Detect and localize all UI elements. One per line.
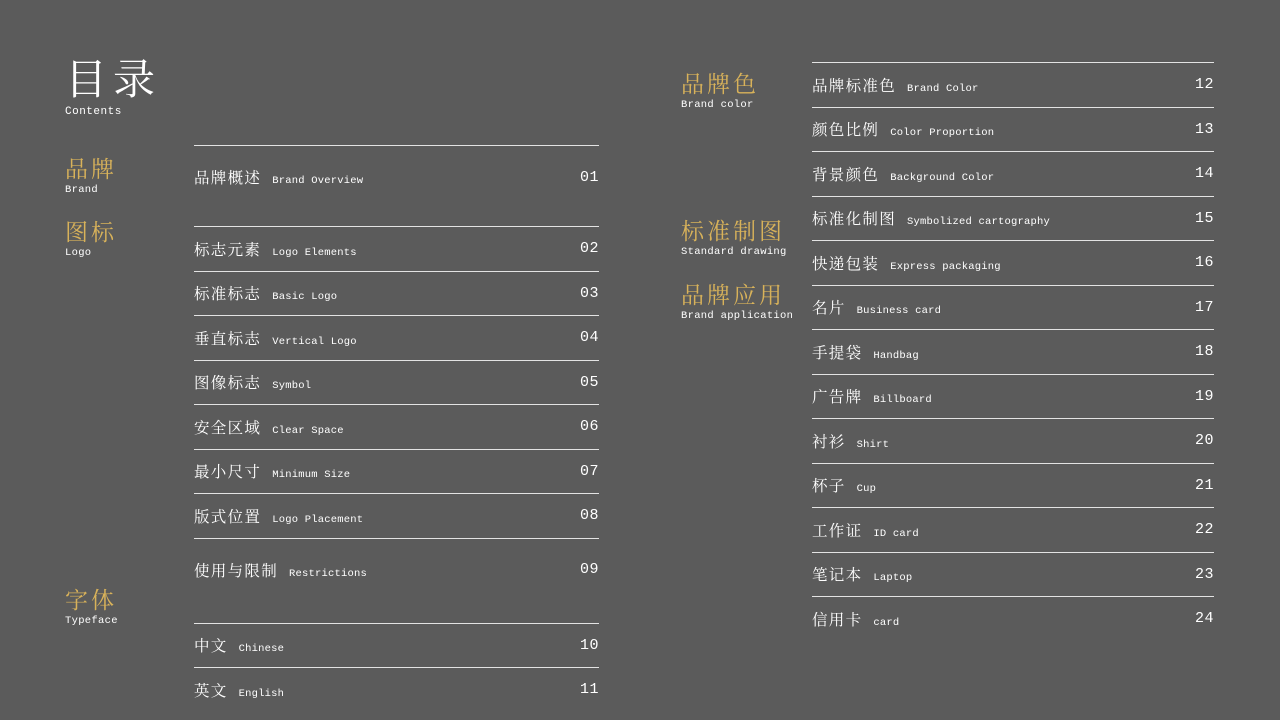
list-item-page-number: 23 (1194, 565, 1214, 583)
list-item-cn: 名片 (812, 300, 846, 318)
list-item-cn: 使用与限制 (194, 562, 279, 580)
list-item-en: Symbolized cartography (907, 216, 1051, 229)
list-item-en: Cup (856, 483, 877, 496)
list-item[interactable] (812, 374, 1214, 419)
list-item-labels (194, 505, 363, 527)
list-item-en: Logo Placement (272, 513, 364, 526)
list-item-cn: 品牌标准色 (812, 77, 897, 95)
list-item-labels (194, 327, 357, 349)
list-item-cn: 标志元素 (194, 241, 262, 259)
list-item[interactable] (194, 493, 599, 538)
section-label-typeface-en: Typeface (65, 615, 118, 627)
list-item-en: Brand Color (907, 82, 979, 95)
list-item[interactable] (812, 196, 1214, 241)
list-item-cn: 品牌概述 (194, 170, 262, 187)
list-item-page-number: 09 (579, 561, 599, 578)
section-label-brand-en: Brand (65, 184, 99, 196)
list-item-cn: 最小尺寸 (194, 464, 262, 482)
page-title (65, 58, 161, 118)
list-item[interactable] (812, 463, 1214, 508)
section-label-brand-cn: 品牌 (65, 157, 117, 182)
contents-group-logo (194, 226, 599, 601)
group-spacer (194, 601, 599, 623)
list-item-labels (194, 371, 311, 393)
contents-group-brand (194, 145, 599, 208)
list-item-cn: 版式位置 (194, 508, 262, 526)
list-item-cn: 快递包装 (812, 255, 880, 273)
list-item-page-number: 16 (1194, 254, 1214, 272)
list-item-labels (812, 385, 932, 407)
list-item-labels (812, 563, 912, 585)
list-item-en: card (873, 616, 900, 629)
list-item-labels (194, 416, 344, 438)
list-item-page-number: 14 (1194, 165, 1214, 183)
list-item[interactable] (812, 62, 1214, 107)
list-item-page-number: 04 (579, 329, 599, 347)
list-item-en: Brand Overview (272, 175, 364, 187)
list-item-page-number: 08 (579, 507, 599, 525)
list-item-page-number: 13 (1194, 120, 1214, 138)
list-item[interactable] (812, 418, 1214, 463)
section-label-logo (65, 220, 117, 259)
list-item-labels (812, 207, 1050, 229)
contents-group-brand-color (812, 62, 1214, 196)
list-item[interactable] (812, 285, 1214, 330)
list-item-labels (812, 74, 979, 96)
list-item-en: English (238, 687, 285, 700)
section-label-brand-color-en: Brand color (681, 99, 754, 111)
list-item-page-number: 11 (579, 681, 599, 699)
list-item-page-number: 12 (1194, 76, 1214, 94)
list-item-page-number: 10 (579, 636, 599, 654)
list-item-en: Logo Elements (272, 246, 357, 259)
list-item-en: Shirt (856, 438, 890, 451)
list-item-cn: 英文 (194, 682, 228, 700)
list-item-en: Chinese (238, 643, 285, 656)
list-item-cn: 笔记本 (812, 567, 863, 585)
list-item[interactable] (812, 151, 1214, 196)
list-item-labels (812, 519, 919, 541)
list-item-page-number: 18 (1194, 343, 1214, 361)
section-label-brand-application-cn: 品牌应用 (681, 283, 785, 308)
list-item-cn: 背景颜色 (812, 166, 880, 184)
list-item-page-number: 05 (579, 373, 599, 391)
list-item-cn: 垂直标志 (194, 330, 262, 348)
list-item-en: Restrictions (289, 567, 368, 580)
list-item-cn: 颜色比例 (812, 122, 880, 140)
list-item-labels (812, 430, 889, 452)
list-item-cn: 杯子 (812, 478, 846, 496)
page-title-cn: 目录 (65, 58, 162, 104)
list-item[interactable] (194, 449, 599, 494)
section-label-brand-application-en: Brand application (681, 310, 794, 322)
list-item-en: Billboard (873, 394, 932, 407)
list-item[interactable] (812, 329, 1214, 374)
list-item-labels (812, 252, 1001, 274)
list-item[interactable] (812, 596, 1214, 641)
list-item-labels (812, 163, 994, 185)
list-item-page-number: 17 (1194, 298, 1214, 316)
list-item[interactable] (812, 107, 1214, 152)
section-label-standard-drawing (681, 219, 787, 258)
list-item-page-number: 21 (1194, 476, 1214, 494)
contents-group-standard-drawing (812, 196, 1214, 241)
section-label-brand-color-cn: 品牌色 (681, 72, 759, 97)
list-item-cn: 手提袋 (812, 344, 863, 362)
list-item-page-number: 01 (579, 168, 599, 186)
list-item-cn: 图像标志 (194, 375, 262, 393)
list-item-page-number: 20 (1194, 432, 1214, 450)
list-item-cn: 工作证 (812, 522, 863, 540)
list-item-labels (812, 608, 899, 630)
list-item-labels (194, 282, 337, 304)
list-item[interactable] (194, 271, 599, 316)
list-item-en: ID card (873, 527, 919, 540)
list-item[interactable] (812, 240, 1214, 285)
section-label-typeface-cn: 字体 (65, 588, 117, 613)
list-item-en: Color Proportion (890, 127, 995, 140)
section-label-logo-en: Logo (65, 247, 92, 259)
page-title-en: Contents (65, 106, 122, 118)
list-item-page-number: 15 (1194, 209, 1214, 227)
list-item[interactable] (812, 507, 1214, 552)
section-label-brand-color (681, 72, 759, 111)
list-item-cn: 标准标志 (194, 286, 262, 304)
list-item-en: Business card (856, 305, 942, 318)
list-item-page-number: 19 (1194, 387, 1214, 405)
section-label-standard-drawing-en: Standard drawing (681, 246, 787, 258)
list-item[interactable] (194, 538, 599, 601)
list-item-en: Symbol (272, 380, 312, 393)
list-item[interactable] (194, 226, 599, 271)
list-item-en: Minimum Size (272, 469, 351, 482)
list-item[interactable] (812, 552, 1214, 597)
list-item-en: Clear Space (272, 424, 344, 437)
list-item-page-number: 06 (579, 418, 599, 436)
contents-column-right (812, 62, 1214, 641)
list-item-cn: 中文 (194, 638, 228, 656)
list-item-cn: 广告牌 (812, 389, 863, 407)
list-item-labels (194, 460, 350, 482)
list-item-cn: 安全区域 (194, 419, 262, 437)
list-item-labels (812, 118, 994, 140)
list-item-en: Vertical Logo (272, 335, 357, 348)
list-item[interactable] (194, 404, 599, 449)
section-label-brand-application (681, 283, 793, 322)
section-label-typeface (65, 588, 118, 627)
list-item-labels (194, 679, 284, 701)
list-item-labels (194, 238, 357, 260)
list-item-labels (812, 341, 919, 363)
list-item-labels (812, 474, 876, 496)
list-item[interactable] (194, 315, 599, 360)
list-item-page-number: 02 (579, 240, 599, 258)
contents-group-brand-application (812, 240, 1214, 641)
contents-column-left (194, 145, 599, 712)
list-item-page-number: 24 (1194, 610, 1214, 628)
list-item-en: Background Color (890, 171, 995, 184)
section-label-brand (65, 157, 117, 196)
list-item-cn: 信用卡 (812, 611, 863, 629)
section-label-standard-drawing-cn: 标准制图 (681, 219, 785, 244)
list-item-cn: 标准化制图 (812, 211, 897, 229)
list-item[interactable] (194, 667, 599, 712)
list-item-page-number: 07 (579, 462, 599, 480)
list-item-en: Express packaging (890, 260, 1001, 273)
contents-group-typeface (194, 623, 599, 712)
list-item[interactable] (194, 145, 599, 208)
list-item-cn: 衬衫 (812, 433, 846, 451)
list-item-en: Laptop (873, 572, 913, 585)
list-item-labels (194, 559, 367, 581)
list-item-page-number: 03 (579, 284, 599, 302)
list-item-en: Basic Logo (272, 291, 338, 304)
group-spacer (194, 208, 599, 226)
section-label-logo-cn: 图标 (65, 220, 117, 245)
list-item-labels (812, 296, 941, 318)
list-item-en: Handbag (873, 349, 919, 362)
list-item-labels (194, 634, 284, 656)
list-item-page-number: 22 (1194, 521, 1214, 539)
list-item[interactable] (194, 623, 599, 668)
list-item-labels (194, 166, 363, 188)
list-item[interactable] (194, 360, 599, 405)
